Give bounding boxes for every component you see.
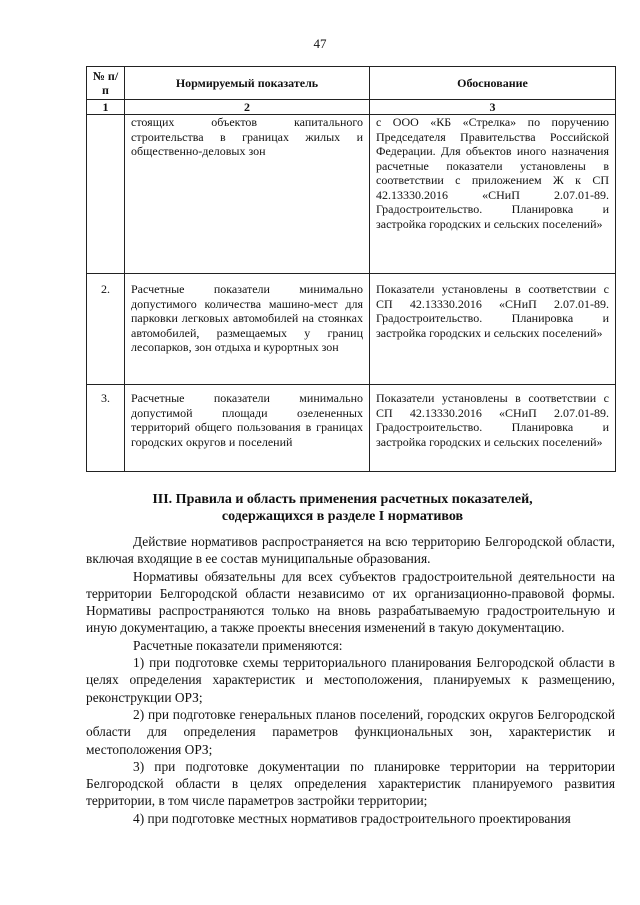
- row-indicator: стоящих объектов капитального строительства в границах жилых и общественно-деловых зон: [125, 115, 370, 274]
- header-indicator: Нормируемый показатель: [125, 67, 370, 100]
- column-number-2: 2: [125, 100, 370, 115]
- table-row: [87, 274, 616, 385]
- row-indicator: Расчетные показатели минимально допустимого количества машино-мест для парковки легковых автомобилей на стоянках автомобилей, размещаемых у границ лесопарков, зон отдыха и курортных зон: [125, 274, 370, 385]
- row-basis: с ООО «КБ «Стрелка» по поручению Председателя Правительства Российской Федерации. Для объектов иного назначения расчетные показатели установлены в соответствии с приложением Ж к СП 42.13330.2016 «СНиП 2.07.01-89. Градостроительство. Планировка и застройка городских и сельских поселений»: [370, 115, 616, 274]
- row-basis: Показатели установлены в соответствии с СП 42.13330.2016 «СНиП 2.07.01-89. Градостроительство. Планировка и застройка городских и сельских поселений»: [370, 274, 616, 385]
- table-row: [87, 115, 616, 274]
- paragraph: Расчетные показатели применяются:: [133, 637, 343, 653]
- page-number: 47: [313, 36, 327, 51]
- row-basis: Показатели установлены в соответствии с СП 42.13330.2016 «СНиП 2.07.01-89. Градостроительство. Планировка и застройка городских и сельских поселений»: [370, 385, 616, 472]
- column-numbers-row: [87, 100, 616, 115]
- row-number: [87, 115, 125, 274]
- paragraph: 4) при подготовке местных нормативов градостроительного проектирования: [133, 810, 571, 826]
- paragraph: 1) при подготовке схемы территориального планирования Белгородской области в целях определения характеристик и местоположения, планируемых к размещению, реконструкции ОРЗ;: [86, 655, 615, 705]
- table-row: [87, 385, 616, 472]
- paragraph: 3) при подготовке документации по планировке территории на территории Белгородской области в целях определения характеристик планируемого развития территории, в том числе параметров застройки территории;: [86, 758, 615, 809]
- paragraph: 2) при подготовке генеральных планов поселений, городских округов Белгородской области для определения параметров функциональных зон, характеристик и местоположения ОРЗ;: [86, 706, 615, 757]
- norms-table: [86, 66, 616, 472]
- section-heading: III. Правила и область применения расчетных показателей, содержащихся в разделе I нормативов: [152, 492, 533, 524]
- row-indicator: Расчетные показатели минимально допустимой площади озелененных территорий общего пользования в границах городских округов и поселений: [125, 385, 370, 472]
- table-header-row: [87, 67, 616, 100]
- paragraph: Нормативы обязательны для всех субъектов градостроительной деятельности на территории Белгородской области независимо от их организационно-правовой формы. Нормативы распространяются только на вновь разрабатываемую градостроительную и иную документацию, а также проекты внесения изменений в такую документацию.: [86, 568, 615, 636]
- row-number: 2.: [87, 274, 125, 385]
- header-basis: Обоснование: [370, 67, 616, 100]
- paragraph: Действие нормативов распространяется на всю территорию Белгородской области, включая входящие в ее состав муниципальные образования.: [86, 534, 615, 567]
- column-number-1: 1: [87, 100, 125, 115]
- column-number-3: 3: [370, 100, 616, 115]
- header-number: № п/п: [87, 67, 125, 100]
- section-body: [86, 533, 615, 827]
- row-number: 3.: [87, 385, 125, 472]
